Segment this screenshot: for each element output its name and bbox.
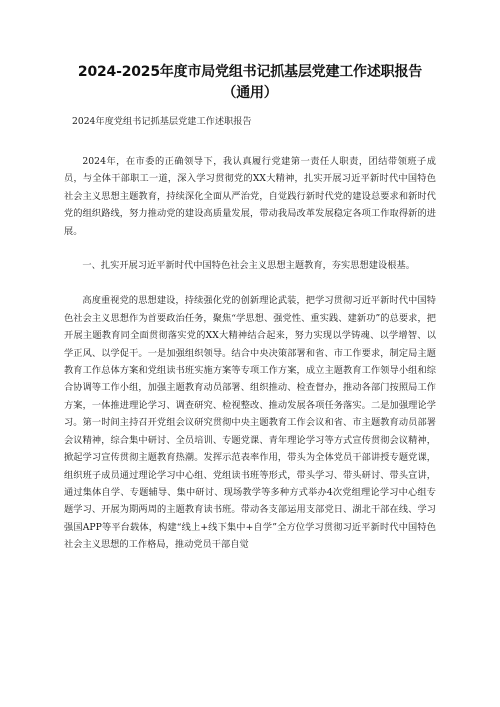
title-line-1: 2024-2025年度市局党组书记抓基层党建工作述职报告	[77, 64, 423, 80]
document-title	[64, 62, 436, 103]
title-line-2: （通用）	[222, 85, 278, 101]
paragraph-intro: 2024年，在市委的正确领导下，我认真履行党建第一责任人职责，团结带领班子成员，与全体干部职工一道，深入学习贯彻党的XX大精神，扎实开展习近平新时代中国特色社会主义思想主题教育，持续深化全面从严治党，自觉践行新时代党的建设总要求和新时代党的组织路线，努力推动党的建设高质量发展，带动我局改革发展稳定各项工作取得新的进展。	[64, 156, 436, 237]
paragraph-body: 高度重视党的思想建设，持续强化党的创新理论武装，把学习贯彻习近平新时代中国特色社会主义思想作为首要政治任务，聚焦“学思想、强党性、重实践、建新功”的总要求，把开展主题教育同全面贯彻落实党的XX大精神结合起来，努力实现以学铸魂、以学增智、以学正风、以学促干。一是加强组织领导。结合中央决策部署和省、市工作要求，制定局主题教育工作总体方案和党组读书班实施方案等专项工作方案，成立主题教育工作领导小组和综合协调等工作小组，加强主题教育动员部署、组织推动、检查督办，推动各部门按照局工作方案，一体推进理论学习、调查研究、检视整改、推动发展各项任务落实。二是加强理论学习。第一时间主持召开党组会议研究贯彻中央主题教育工作会议和省、市主题教育动员部署会议精神，综合集中研讨、全员培训、专题党课、青年理论学习等方式宣传贯彻会议精神，掀起学习宣传贯彻主题教育热潮。发挥示范表率作用，带头为全体党员干部讲授专题党课，组织班子成员通过理论学习中心组、党组读书班等形式，带头学习、带头研讨、带头宣讲，通过集体自学、专题辅导、集中研讨、现场教学等多种方式举办4次党组理论学习中心组专题学习、开展为期两周的主题教育读书班。带动各支部运用支部党日、湖北干部在线、学习强国APP等平台载体，构建“线上+线下集中+自学”全方位学习贯彻习近平新时代中国特色社会主义思想的工作格局，推动党员干部自觉	[64, 295, 436, 551]
section-heading-1: 一、扎实开展习近平新时代中国特色社会主义思想主题教育，夯实思想建设根基。	[82, 260, 415, 272]
document-subtitle: 2024年度党组书记抓基层党建工作述职报告	[72, 116, 252, 127]
